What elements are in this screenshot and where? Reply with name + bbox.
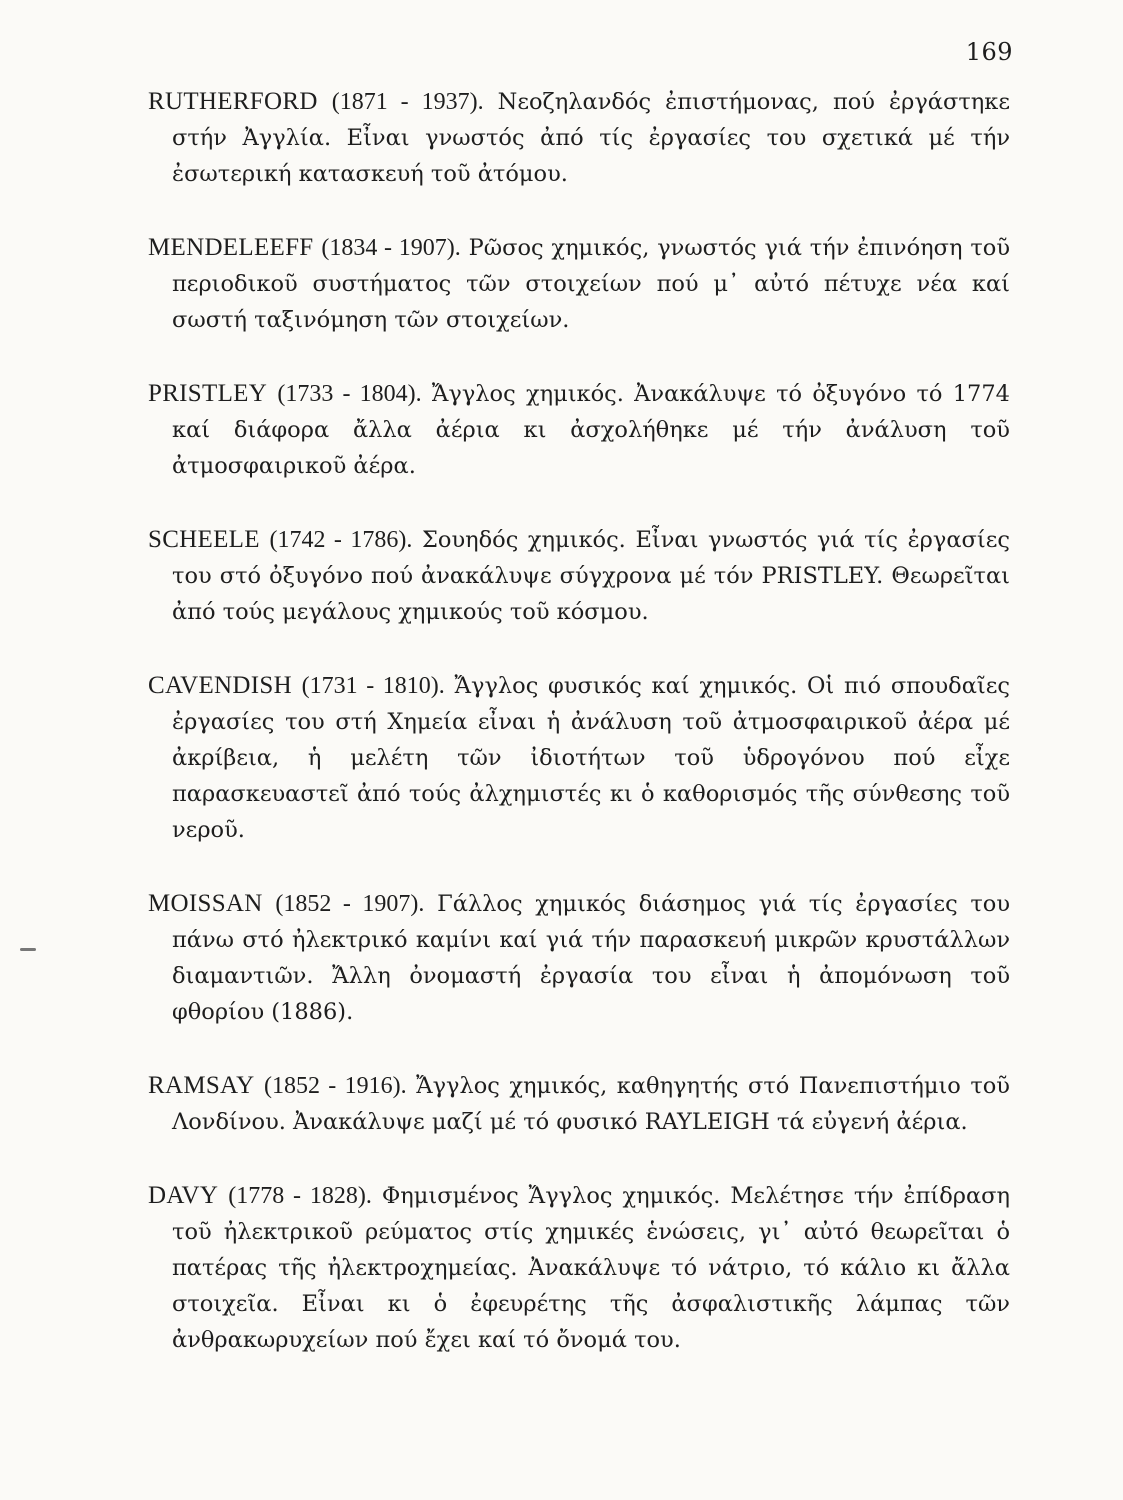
entry-pristley: [148, 376, 1010, 484]
entry-years: (1871 - 1937).: [331, 89, 484, 115]
entry-years: (1834 - 1907).: [321, 235, 461, 261]
entry-years: (1742 - 1786).: [269, 527, 413, 553]
entry-years: (1731 - 1810).: [301, 673, 445, 699]
entry-years: (1852 - 1907).: [275, 891, 425, 917]
entry-ramsay: [148, 1068, 1010, 1140]
entry-name: CAVENDISH: [148, 672, 292, 699]
entry-name: PRISTLEY: [148, 380, 268, 407]
entry-scheele: [148, 522, 1010, 630]
entry-description: Ρῶσος χημικός, γνωστός γιά τήν ἐπινόηση τοῦ περιοδικοῦ συστήματος τῶν στοιχείων πού μ᾽ αὐτό πέτυχε νέα καί σωστή ταξινόμηση τῶν στοιχείων.: [172, 235, 1010, 333]
entry-davy: [148, 1178, 1010, 1358]
entry-description: Ἄγγλος χημικός, καθηγητής στό Πανεπιστήμιο τοῦ Λονδίνου. Ἀνακάλυψε μαζί μέ τό φυσικό RAYLEIGH τά εὐγενή ἀέρια.: [172, 1073, 1010, 1135]
entry-years: (1778 - 1828).: [228, 1183, 372, 1209]
entry-description: Γάλλος χημικός διάσημος γιά τίς ἐργασίες του πάνω στό ἠλεκτρικό καμίνι καί γιά τήν παρασκευή μικρῶν κρυστάλλων διαμαντιῶν. Ἄλλη ὀνομαστή ἐργασία του εἶναι ἡ ἀπομόνωση τοῦ φθορίου (1886).: [172, 891, 1011, 1025]
entry-description: Ἄγγλος χημικός. Ἀνακάλυψε τό ὀξυγόνο τό 1774 καί διάφορα ἄλλα ἀέρια κι ἀσχολήθηκε μέ τήν ἀνάλυση τοῦ ἀτμοσφαιρικοῦ ἀέρα.: [172, 381, 1010, 479]
entry-description: Σουηδός χημικός. Εἶναι γνωστός γιά τίς ἐργασίες του στό ὀξυγόνο πού ἀνακάλυψε σύγχρονα μέ τόν PRISTLEY. Θεωρεῖται ἀπό τούς μεγάλους χημικούς τοῦ κόσμου.: [172, 527, 1010, 625]
entry-name: SCHEELE: [148, 526, 260, 553]
entry-mendeleeff: [148, 230, 1010, 338]
entry-years: (1733 - 1804).: [277, 381, 422, 407]
biography-list: [148, 84, 1010, 1358]
entry-moissan: [148, 886, 1010, 1030]
entry-name: MENDELEEFF: [148, 234, 314, 261]
scan-speck: [20, 948, 36, 951]
entry-description: Νεοζηλανδός ἐπιστήμονας, πού ἐργάστηκε στήν Ἀγγλία. Εἶναι γνωστός ἀπό τίς ἐργασίες του σχετικά μέ τήν ἐσωτερική κατασκευή τοῦ ἀτόμου.: [172, 89, 1011, 187]
entry-cavendish: [148, 668, 1010, 848]
entry-description: Ἄγγλος φυσικός καί χημικός. Οἱ πιό σπουδαῖες ἐργασίες του στή Χημεία εἶναι ἡ ἀνάλυση τοῦ ἀτμοσφαιρικοῦ ἀέρα μέ ἀκρίβεια, ἡ μελέτη τῶν ἰδιοτήτων τοῦ ὑδρογόνου πού εἶχε παρασκευαστεῖ ἀπό τούς ἀλχημιστές κι ὁ καθορισμός τῆς σύνθεσης τοῦ νεροῦ.: [172, 673, 1011, 843]
entry-name: RAMSAY: [148, 1072, 255, 1099]
page-number: 169: [965, 38, 1013, 66]
entry-name: RUTHERFORD: [148, 88, 318, 115]
entry-name: MOISSAN: [148, 890, 263, 917]
entry-description: Φημισμένος Ἄγγλος χημικός. Μελέτησε τήν ἐπίδραση τοῦ ἠλεκτρικοῦ ρεύματος στίς χημικές ἑνώσεις, γι᾽ αὐτό θεωρεῖται ὁ πατέρας τῆς ἠλεκτροχημείας. Ἀνακάλυψε τό νάτριο, τό κάλιο κι ἄλλα στοιχεῖα. Εἶναι κι ὁ ἐφευρέτης τῆς ἀσφαλιστικῆς λάμπας τῶν ἀνθρακωρυχείων πού ἔχει καί τό ὄνομά του.: [172, 1183, 1011, 1353]
entry-years: (1852 - 1916).: [263, 1073, 407, 1099]
entry-rutherford: [148, 84, 1010, 192]
entry-name: DAVY: [148, 1182, 219, 1209]
